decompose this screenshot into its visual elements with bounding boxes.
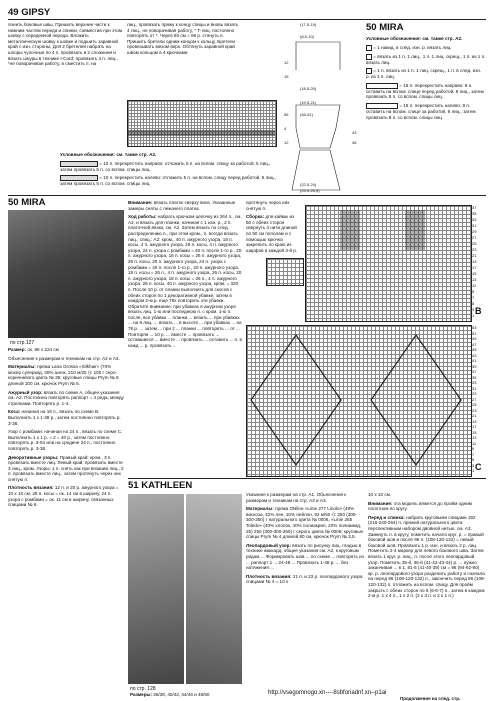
row-number: 11 <box>472 283 477 288</box>
label-size: Размер: <box>8 347 27 352</box>
chart-b <box>305 205 475 322</box>
text-ref: Указания к размерам на стр. A1. Объяснения к размерам и техникам на стр. A2 и A3. <box>246 492 347 503</box>
legend-item <box>366 54 486 66</box>
text-assembly: для каймы из 50 с обеих сторон свернуть 4 нити длиной по 50 см пополам и с помощью крючка закрепить по краю из шарфов в каждой 3-й р. <box>246 214 298 253</box>
text-lace: вязать по схеме A, общее указания см. A2. Постоянно повторять раппорт = 4 ряда, между стрелками. Повторять р. 1-4. <box>8 389 124 406</box>
footer-continued: Продолжение на след. стр. <box>400 696 461 701</box>
legend-text: = 10 п. перекрестить налево: отложить 5 п. на вспом. спицу перед работой, 5 лиц., затем провязать 5 п. со вспом. спицы лиц. <box>60 175 277 187</box>
chart-c-row-numbers <box>472 325 486 475</box>
row-number: 15 <box>472 271 477 276</box>
row-number: 27 <box>472 396 477 402</box>
row-number: 21 <box>472 253 477 258</box>
kathleen-col2 <box>368 492 486 599</box>
row-number: 37 <box>472 369 477 374</box>
text-cable: начиная на 18 п., вязать по схеме B. Выполнить 1 х 1-38 р., затем постоянно повторять р. 3-38. <box>8 409 121 426</box>
row-number: 13 <box>472 435 477 440</box>
legend-text: = вязать из 1 п. 1 лиц., 1 п. 1 лиц. скрещ., 1 п. из 1 п. вязать лиц. <box>366 53 486 65</box>
page-title-kathleen <box>128 480 192 491</box>
row-number: 21 <box>472 413 477 418</box>
row-number: 51 <box>472 330 477 336</box>
row-number: 11 <box>472 440 477 446</box>
dim-label: (46-51) <box>300 112 313 117</box>
label-gauge: Плотность вязания: <box>246 573 292 579</box>
gipsy-schematic <box>282 30 358 195</box>
row-number: 3 <box>472 462 475 468</box>
dim-label: (17,5-19) <box>300 22 317 27</box>
row-number: 49 <box>472 336 477 341</box>
text-size: ок. 86 х 224 см <box>27 347 59 352</box>
label-gauge: Плотность вязания: <box>8 485 54 491</box>
text-gauge: 21 п. и 23 р. леопардового узора спицами № 4 = 10 х <box>246 573 363 585</box>
section-rule <box>8 195 486 196</box>
kathleen-photo-2 <box>186 494 242 684</box>
section-title: MIRA <box>21 197 46 208</box>
row-number: 33 <box>472 380 477 385</box>
label-process: Ход работы: <box>128 214 157 220</box>
row-number: 17 <box>472 265 477 270</box>
row-number: 1 <box>472 468 475 473</box>
row-number: 27 <box>472 235 477 240</box>
row-number: 15 <box>472 429 477 435</box>
row-number: 23 <box>472 247 477 252</box>
dim-label: (24,5-26,5) <box>300 188 320 193</box>
legend-item <box>366 45 486 51</box>
mira-col1 <box>8 347 124 511</box>
legend-text: = 1 накид, в след. изн. р. вязать лиц. <box>373 44 452 50</box>
label-assembly: Сборка: <box>246 214 265 220</box>
page-title-mira <box>8 197 46 208</box>
text-decor: Правый край: кром., 3 п. провязать вместе лиц. Левый край: провязать вместе 3 лиц., кром. Узоры: 1 п. снять как при вязании лиц., 2 п. провязать вместе лиц., затем протянуть через них снятую п. <box>8 454 124 482</box>
row-number: 39 <box>472 363 477 369</box>
text-rhombus: Узор с ромбами: начиная на 24 п., вязать по схеме C. Выполнить 1 х 1 р. = 2 = 40 р., затем постоянно повторять р. 3-54 или на средине 24 п., постоянно повторять р. 3-38. <box>8 429 123 451</box>
legend-item <box>366 103 486 120</box>
gipsy-text-2: лиц., провязать пряжу к концу спицы и вновь вязать 4 лиц., не поворачивая работу, * Т-лиц. постоянно повторять от *. Через 60 см = 96 р. стянуть п. Пришить бретели одним концом к кольцу. Бретели провязывать мехом верх. Обтянуть заравной край швом кольцом в 4 крючками <box>127 22 239 55</box>
chart-a <box>266 258 304 286</box>
legend-item <box>366 83 486 100</box>
text-attention: эта модель вяжется до пройм одним полотном по кругу. <box>368 500 472 512</box>
page-title-mira-top <box>366 22 404 33</box>
photo-caption: по стр.127 <box>10 340 35 346</box>
row-number: 29 <box>472 391 477 396</box>
label-sizes: Размеры: <box>130 692 152 697</box>
chart-b-row-numbers <box>472 205 486 320</box>
row-number: 31 <box>472 385 477 391</box>
page-title-gipsy <box>8 7 50 18</box>
row-number: 23 <box>472 407 477 413</box>
kathleen-col1 <box>246 492 366 585</box>
row-number: 13 <box>472 277 477 282</box>
chart-b-label: B <box>475 306 482 316</box>
text-gauge-cont: 10 х 10 см. <box>368 492 392 497</box>
row-number: 17 <box>472 424 477 429</box>
row-number: 37 <box>472 205 477 210</box>
footer-url[interactable]: http://vsegomnogo.xn----8sbforiadnf.xn--p1ai <box>268 690 387 696</box>
label-decor: Декоративные узоры: <box>8 454 59 460</box>
row-number: 31 <box>472 223 477 228</box>
mira-col3 <box>246 200 300 253</box>
section-title: KATHLEEN <box>141 480 193 491</box>
photo-caption: по стр. 128 <box>130 686 156 692</box>
section-title: MIRA <box>379 22 404 33</box>
legend-item <box>60 161 280 173</box>
dim-label: 46 <box>352 140 357 145</box>
text-materials: пряжа Lana Grossa «Silkhair» (70% мохер суперкид, 30% шелк, 210 м/25 г): 100 г серо-коричневого цвета № 35; круговые спицы Prym № 6 длиной 100 см, крючок Prym № 5. <box>8 364 119 386</box>
label-materials: Материалы: <box>246 506 274 512</box>
row-number: 3 <box>472 307 475 312</box>
page-number: 51 <box>128 480 139 491</box>
page-number: 49 <box>8 7 19 18</box>
row-number: 5 <box>472 301 475 306</box>
row-number: 9 <box>472 289 475 294</box>
row-number: 1 <box>472 313 475 318</box>
row-number: 29 <box>472 229 477 234</box>
row-number: 47 <box>472 341 477 347</box>
label-front-back: Перед и спинка: <box>368 514 405 520</box>
label-leopard: Леопардовый узор: <box>246 542 291 548</box>
gipsy-text: понить боковые швы. Пришить верхние части к нижним частям переда и спинки, совместив при этом шовку с середеиной переда. Вложить металлическую шовку к шовке и подшить заравной край с изн. стороны. Для 2 бретелей набрать на шпоры чулочные по 4 п. провязать в 2 сложения и вязать шнуры в технике I-Cord: провязать 4 п. лиц., *не поворачивая работу, в сместить п. на <box>8 22 122 67</box>
chart-c-label: C <box>475 462 482 472</box>
section-rule <box>128 478 486 479</box>
row-number: 7 <box>472 295 475 300</box>
text-leopard: вязать по рисунку лиц. гладью в технике жаккард, общее указания см. A2, к круговым рядам ... Формировать шов ... по схеме ... повторять из ... раппорт 1 ... 24-48 ... Провязать 1-48 р. ... без натяжения ... <box>246 542 364 571</box>
text-sizes: 36/38, 40/42, 44/46 и 48/50 <box>153 692 210 697</box>
page-number: 50 <box>8 197 19 208</box>
gipsy-chart-band <box>127 130 275 136</box>
label-cable: Коса: <box>8 409 21 415</box>
row-number: 53 <box>472 325 477 330</box>
dim-label: (18,5-20) <box>300 86 317 91</box>
mira-col2 <box>128 200 242 348</box>
row-number: 7 <box>472 451 475 457</box>
text-ref: Объяснения к размерам и техникам на стр. A2 и A3. <box>8 355 120 361</box>
legend-text: = 1 п. вязать из 1 п. 1 лиц. скрещ., 1 п. в след. изн. р. из 1 п. лиц. <box>366 68 482 80</box>
mira-legend <box>366 36 486 120</box>
dim-label: (22,5-24) <box>300 182 317 187</box>
text-gauge: 12 п. и 20 р. ажурного узора = 10 х 10 см, 26 п. косы = ок. 14 см в ширину, 24 п. узора с ромбами = ок. 11 см в ширину, связанных спицами № 6. <box>8 485 119 508</box>
mira-photo <box>8 210 124 338</box>
label-attention: Внимание: <box>368 500 393 506</box>
dim-label: 12 <box>284 140 289 145</box>
row-number: 45 <box>472 347 477 352</box>
row-number: 35 <box>472 374 477 380</box>
row-number: 43 <box>472 352 477 358</box>
text-process: набрать крючком цепочку из 264 п., см. A2, и вязать для планки, начиная с 1 изн. р., 2 п. платочной вязки, см. A2. Затем вязать по след. распределению п., при этом кром., п. всегда вязать лиц., спиц.: A2: кром., 40 п. ажурного узора, 18 п. косы, 4 п. ажурного узора, 26 п. косы, 4 п. ажурного узора, 24 п. узора с ромбами = 40 п. после 1-го р., 20 п. ажурного узора, 18 п. косы = 26 п. ажурного узора, 26 п. косы, 20 п. ажурного узора, 24 п. узора с ромбами = 40 п. после 1-го р., 20 п. ажурного узора, 18 п. косы = 26 п., 4 п. ажурного узора, 26 п. косы, 20 п. ажурного узора, 18 п. косы = 26 п., 4 п. ажурного узора, 26 п. косы, 40 п. ажурного узора, кром. = 320 п. После 10 р. от планки выполнить для скосов с обеих сторон по 1 декоративной убавке, затем в каждом 2-м р. еще 78х повторить эти убавки. Обратите внимание: при убавках в ажурном узоре вязать лиц. 1-ю или последнюю п. с кром. 1-ю п. после, все убавки ... планки ... вязать ... при убавках ... на 8 лиц. ... вязать ... в высоте ... при убавках ... на 78 р. ... затем ... при 2 ... планки ... повторять ... от ... Повторяя ... 10 р. ... вместе ... провязать ... оставшиеся ... вместе ... провязать ... оставить ... п. в кажд ... р. провязать ... <box>128 214 242 348</box>
row-number: 25 <box>472 241 477 246</box>
label-lace: Ажурный узор: <box>8 389 43 395</box>
row-number: 35 <box>472 211 477 216</box>
legend-item <box>366 68 486 80</box>
dim-label: (19,5-21) <box>300 100 317 105</box>
text-attention: вязать платок сверху вниз. Указанные замеры сняты с лежачего платка. <box>128 200 236 211</box>
label-attention: Внимание: <box>128 200 153 205</box>
header-rule <box>8 19 486 20</box>
row-number: 41 <box>472 358 477 363</box>
legend-item <box>60 175 280 187</box>
row-number: 19 <box>472 418 477 424</box>
dim-label: 56 <box>284 112 289 117</box>
text-front-back: набрать круговыми спицами 192 (216-240-264) п. пряжей натурального цвета перспективным набором двойной нитью, см. A3. Замкнуть п. в кругу, пометить начало круг. р. = правый боковой шов и после 96 п. (108-120-132) = левый боковой шов. Провязать 1 р. изн. и вязать 2 р. лиц. Пометить 2-4 маркер для левого бокового шва. Затем вязать 1 круг. р. лиц., п. после этого леопардовый узор. Пометить 35-й, 36-й (41-42-43-44) р. ... нужно заканчивая ... в 1, 81-5 (41-40-39) см = 96 (94-92-90) кр. р. леопардового узора разделить работу и сначала на перед 96 (108-120-132) п., закончить перед 96 (108-120-132) п. отложить на вспом. спицу. Для пройм закрыть с обеих сторон по 5 (6-6-7) п., затем в каждом 2-м р. 1 х 4 п., 1 х 2 п. (2 х 3 п. и 2 х 1 п.) <box>368 514 486 599</box>
legend-text: = 16 п. перекрестить налево: 8 п. оставить на вспом. спице за работой, 8 лиц., затем провязать 8 п. со вспом. спицы лиц. <box>366 103 476 120</box>
row-number: 5 <box>472 457 475 462</box>
dim-label: 12 <box>284 60 289 65</box>
row-number: 19 <box>472 259 477 264</box>
section-title: GIPSY <box>21 7 51 18</box>
gipsy-legend <box>60 152 280 187</box>
page-number: 50 <box>366 22 377 33</box>
legend-title: Условные обозначения: см. также стр. A2. <box>60 152 157 157</box>
kathleen-size <box>130 692 242 698</box>
row-number: 33 <box>472 217 477 222</box>
row-number: 9 <box>472 446 475 451</box>
dim-label: (8,5-10) <box>300 34 315 39</box>
chart-b-cable <box>340 210 360 250</box>
row-number: 25 <box>472 402 477 407</box>
gipsy-chart <box>127 100 277 147</box>
chart-b-cable <box>405 210 425 250</box>
dim-label: 43 <box>352 130 357 135</box>
legend-title: Условные обозначения: см. также стр. A2. <box>366 36 463 41</box>
chart-c-rhombus <box>246 325 470 475</box>
dim-label: 4 <box>284 126 287 131</box>
dim-label: 15 <box>284 74 289 79</box>
label-materials: Материалы: <box>8 364 36 370</box>
kathleen-photo-1 <box>128 494 184 684</box>
legend-text: = 10 п. перекрестить направо: отложить 5 п. на вспом. спицу за работой, 5 лиц., затем провязать 5 п. со вспом. спицы лиц. <box>60 160 271 172</box>
text-materials: пряжа ONline «Linie 277 Linolo» (48% вискоза, 42% лен, 10% нейлон, 92 м/50 г): 250 (300-300-350) г натурального цвета № 0006, «Linie 255 Toledo» (40% хлопок, 40% полиакрил, 20% полиамид, 25) 250 (300-300-350) г серого цвета № 0008; круговые спицы Prym № 4 длиной 80 см, крючок Prym № 3,5. <box>246 506 364 540</box>
legend-text: = 16 п. перекрестить направо: 8 п. оставить на вспом. спице перед работой, 8 лиц., затем провязать 8 п. со вспом. спицы лиц. <box>366 83 484 100</box>
text-continue: протянуть через них снятую п. <box>246 200 290 211</box>
